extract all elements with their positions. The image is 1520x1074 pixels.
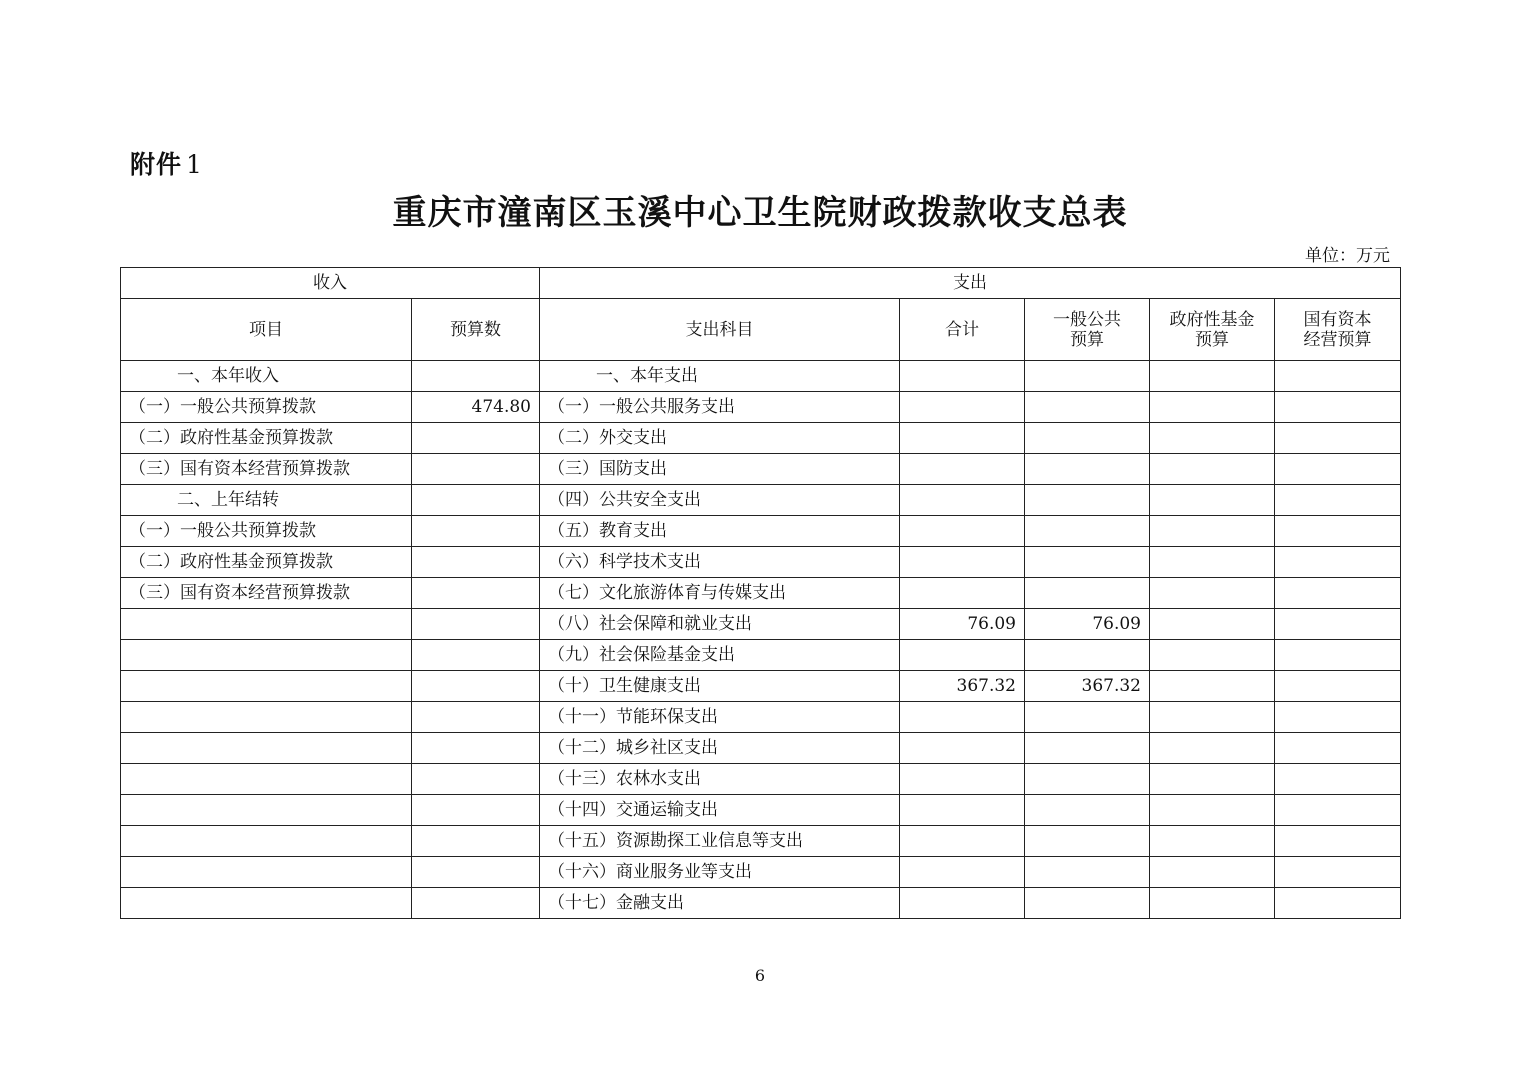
attachment-number: 1 bbox=[186, 150, 203, 179]
expense-total-cell bbox=[900, 795, 1025, 826]
expense-total-cell bbox=[900, 547, 1025, 578]
expense-gov-fund-cell bbox=[1150, 516, 1275, 547]
expense-gov-fund-cell bbox=[1150, 547, 1275, 578]
income-item-cell: （二）政府性基金预算拨款 bbox=[121, 547, 412, 578]
expense-state-capital-cell bbox=[1275, 578, 1401, 609]
expense-gov-fund-cell bbox=[1150, 888, 1275, 919]
col-header-expense-item: 支出科目 bbox=[540, 299, 900, 361]
table-row bbox=[121, 826, 1401, 857]
expense-general-public-cell bbox=[1025, 733, 1150, 764]
expense-state-capital-cell bbox=[1275, 702, 1401, 733]
expense-total-cell bbox=[900, 392, 1025, 423]
expense-state-capital-cell bbox=[1275, 361, 1401, 392]
income-budget-cell bbox=[412, 578, 540, 609]
income-budget-cell bbox=[412, 640, 540, 671]
table-row bbox=[121, 640, 1401, 671]
income-item-cell bbox=[121, 640, 412, 671]
expense-gov-fund-cell bbox=[1150, 702, 1275, 733]
expense-item-cell: （二）外交支出 bbox=[540, 423, 900, 454]
expense-state-capital-cell bbox=[1275, 795, 1401, 826]
expense-general-public-cell bbox=[1025, 454, 1150, 485]
income-budget-cell bbox=[412, 888, 540, 919]
col-header-gov-fund bbox=[1150, 299, 1275, 361]
table-row bbox=[121, 361, 1401, 392]
income-budget-cell bbox=[412, 826, 540, 857]
expense-item-cell: （十二）城乡社区支出 bbox=[540, 733, 900, 764]
income-budget-cell bbox=[412, 733, 540, 764]
expense-general-public-cell: 367.32 bbox=[1025, 671, 1150, 702]
attachment-label bbox=[130, 145, 203, 181]
expense-total-cell bbox=[900, 516, 1025, 547]
col-header-general-public bbox=[1025, 299, 1150, 361]
expense-general-public-cell bbox=[1025, 702, 1150, 733]
expense-item-cell: （四）公共安全支出 bbox=[540, 485, 900, 516]
expense-gov-fund-cell bbox=[1150, 485, 1275, 516]
expense-gov-fund-cell bbox=[1150, 764, 1275, 795]
expense-general-public-cell bbox=[1025, 857, 1150, 888]
expense-general-public-cell bbox=[1025, 888, 1150, 919]
expense-total-cell bbox=[900, 702, 1025, 733]
expense-general-public-cell bbox=[1025, 547, 1150, 578]
expense-total-cell bbox=[900, 857, 1025, 888]
expense-total-cell bbox=[900, 733, 1025, 764]
expense-general-public-cell bbox=[1025, 485, 1150, 516]
income-budget-cell bbox=[412, 857, 540, 888]
table-row bbox=[121, 392, 1401, 423]
expense-total-cell bbox=[900, 578, 1025, 609]
income-budget-cell bbox=[412, 361, 540, 392]
expense-item-cell: （十六）商业服务业等支出 bbox=[540, 857, 900, 888]
expense-state-capital-cell bbox=[1275, 547, 1401, 578]
expense-gov-fund-cell bbox=[1150, 361, 1275, 392]
expense-general-public-cell bbox=[1025, 795, 1150, 826]
expense-state-capital-cell bbox=[1275, 733, 1401, 764]
expense-total-cell: 367.32 bbox=[900, 671, 1025, 702]
expense-general-public-cell bbox=[1025, 764, 1150, 795]
col-header-item: 项目 bbox=[121, 299, 412, 361]
expense-item-cell: （三）国防支出 bbox=[540, 454, 900, 485]
expense-state-capital-cell bbox=[1275, 516, 1401, 547]
expense-state-capital-cell bbox=[1275, 857, 1401, 888]
table-row bbox=[121, 857, 1401, 888]
page-number: 6 bbox=[754, 966, 766, 985]
income-item-cell bbox=[121, 609, 412, 640]
col-header-state-capital-line2: 经营预算 bbox=[1303, 329, 1372, 350]
income-budget-cell bbox=[412, 547, 540, 578]
income-item-cell: 二、上年结转 bbox=[121, 485, 412, 516]
expense-total-cell: 76.09 bbox=[900, 609, 1025, 640]
income-item-cell: （三）国有资本经营预算拨款 bbox=[121, 454, 412, 485]
income-item-cell bbox=[121, 671, 412, 702]
table-row bbox=[121, 454, 1401, 485]
income-item-cell bbox=[121, 764, 412, 795]
expense-item-cell: （十一）节能环保支出 bbox=[540, 702, 900, 733]
table-row bbox=[121, 547, 1401, 578]
expense-item-cell: （十）卫生健康支出 bbox=[540, 671, 900, 702]
col-header-budget: 预算数 bbox=[412, 299, 540, 361]
table-row bbox=[121, 516, 1401, 547]
income-budget-cell bbox=[412, 454, 540, 485]
table-row bbox=[121, 609, 1401, 640]
expense-gov-fund-cell bbox=[1150, 423, 1275, 454]
expense-general-public-cell bbox=[1025, 640, 1150, 671]
expense-general-public-cell bbox=[1025, 516, 1150, 547]
expense-item-cell: （七）文化旅游体育与传媒支出 bbox=[540, 578, 900, 609]
expense-item-cell: （五）教育支出 bbox=[540, 516, 900, 547]
income-budget-cell bbox=[412, 423, 540, 454]
expense-item-cell: （八）社会保障和就业支出 bbox=[540, 609, 900, 640]
col-header-general-public-line1: 一般公共 bbox=[1053, 309, 1121, 330]
expense-state-capital-cell bbox=[1275, 640, 1401, 671]
income-item-cell bbox=[121, 702, 412, 733]
expense-gov-fund-cell bbox=[1150, 857, 1275, 888]
col-header-total: 合计 bbox=[900, 299, 1025, 361]
unit-label: 单位：万元 bbox=[1305, 246, 1390, 266]
attachment-label-text: 附件 bbox=[130, 150, 183, 179]
expense-state-capital-cell bbox=[1275, 671, 1401, 702]
expense-total-cell bbox=[900, 454, 1025, 485]
expense-total-cell bbox=[900, 423, 1025, 454]
expense-gov-fund-cell bbox=[1150, 392, 1275, 423]
expense-general-public-cell bbox=[1025, 826, 1150, 857]
income-item-cell: （二）政府性基金预算拨款 bbox=[121, 423, 412, 454]
table-row bbox=[121, 888, 1401, 919]
expense-gov-fund-cell bbox=[1150, 454, 1275, 485]
col-header-gov-fund-line2: 预算 bbox=[1195, 329, 1229, 350]
income-budget-cell bbox=[412, 671, 540, 702]
col-header-gov-fund-line1: 政府性基金 bbox=[1169, 309, 1255, 330]
expense-general-public-cell: 76.09 bbox=[1025, 609, 1150, 640]
income-budget-cell: 474.80 bbox=[412, 392, 540, 423]
group-expense-header: 支出 bbox=[540, 268, 1401, 299]
expense-item-cell: 一、本年支出 bbox=[540, 361, 900, 392]
col-header-state-capital bbox=[1275, 299, 1401, 361]
expense-general-public-cell bbox=[1025, 578, 1150, 609]
table-row bbox=[121, 423, 1401, 454]
table-row bbox=[121, 578, 1401, 609]
expense-gov-fund-cell bbox=[1150, 671, 1275, 702]
income-budget-cell bbox=[412, 702, 540, 733]
expense-total-cell bbox=[900, 485, 1025, 516]
expense-item-cell: （六）科学技术支出 bbox=[540, 547, 900, 578]
column-header-row bbox=[121, 299, 1401, 361]
expense-state-capital-cell bbox=[1275, 423, 1401, 454]
expense-gov-fund-cell bbox=[1150, 826, 1275, 857]
income-budget-cell bbox=[412, 764, 540, 795]
income-item-cell: （一）一般公共预算拨款 bbox=[121, 392, 412, 423]
income-item-cell bbox=[121, 888, 412, 919]
expense-total-cell bbox=[900, 361, 1025, 392]
income-item-cell bbox=[121, 826, 412, 857]
expense-state-capital-cell bbox=[1275, 826, 1401, 857]
table-row bbox=[121, 795, 1401, 826]
expense-gov-fund-cell bbox=[1150, 578, 1275, 609]
budget-table bbox=[120, 267, 1401, 919]
col-header-general-public-line2: 预算 bbox=[1070, 329, 1104, 350]
expense-total-cell bbox=[900, 888, 1025, 919]
income-item-cell bbox=[121, 795, 412, 826]
expense-item-cell: （十七）金融支出 bbox=[540, 888, 900, 919]
expense-state-capital-cell bbox=[1275, 454, 1401, 485]
table-row bbox=[121, 702, 1401, 733]
income-budget-cell bbox=[412, 516, 540, 547]
expense-general-public-cell bbox=[1025, 392, 1150, 423]
group-income-header: 收入 bbox=[121, 268, 540, 299]
expense-gov-fund-cell bbox=[1150, 795, 1275, 826]
expense-state-capital-cell bbox=[1275, 888, 1401, 919]
col-header-state-capital-line1: 国有资本 bbox=[1303, 309, 1372, 330]
income-item-cell bbox=[121, 857, 412, 888]
expense-total-cell bbox=[900, 826, 1025, 857]
table-row bbox=[121, 485, 1401, 516]
expense-item-cell: （九）社会保险基金支出 bbox=[540, 640, 900, 671]
income-item-cell bbox=[121, 733, 412, 764]
expense-general-public-cell bbox=[1025, 361, 1150, 392]
group-header-row bbox=[121, 268, 1401, 299]
expense-gov-fund-cell bbox=[1150, 733, 1275, 764]
expense-item-cell: （一）一般公共服务支出 bbox=[540, 392, 900, 423]
table-row bbox=[121, 671, 1401, 702]
income-budget-cell bbox=[412, 795, 540, 826]
table-row bbox=[121, 764, 1401, 795]
expense-total-cell bbox=[900, 764, 1025, 795]
expense-general-public-cell bbox=[1025, 423, 1150, 454]
expense-state-capital-cell bbox=[1275, 485, 1401, 516]
expense-item-cell: （十四）交通运输支出 bbox=[540, 795, 900, 826]
expense-item-cell: （十五）资源勘探工业信息等支出 bbox=[540, 826, 900, 857]
expense-gov-fund-cell bbox=[1150, 609, 1275, 640]
income-item-cell: （三）国有资本经营预算拨款 bbox=[121, 578, 412, 609]
expense-item-cell: （十三）农林水支出 bbox=[540, 764, 900, 795]
table-row bbox=[121, 733, 1401, 764]
income-budget-cell bbox=[412, 485, 540, 516]
expense-state-capital-cell bbox=[1275, 392, 1401, 423]
expense-total-cell bbox=[900, 640, 1025, 671]
income-item-cell: 一、本年收入 bbox=[121, 361, 412, 392]
expense-gov-fund-cell bbox=[1150, 640, 1275, 671]
income-item-cell: （一）一般公共预算拨款 bbox=[121, 516, 412, 547]
income-budget-cell bbox=[412, 609, 540, 640]
expense-state-capital-cell bbox=[1275, 764, 1401, 795]
document-title: 重庆市潼南区玉溪中心卫生院财政拨款收支总表 bbox=[392, 193, 1128, 233]
expense-state-capital-cell bbox=[1275, 609, 1401, 640]
